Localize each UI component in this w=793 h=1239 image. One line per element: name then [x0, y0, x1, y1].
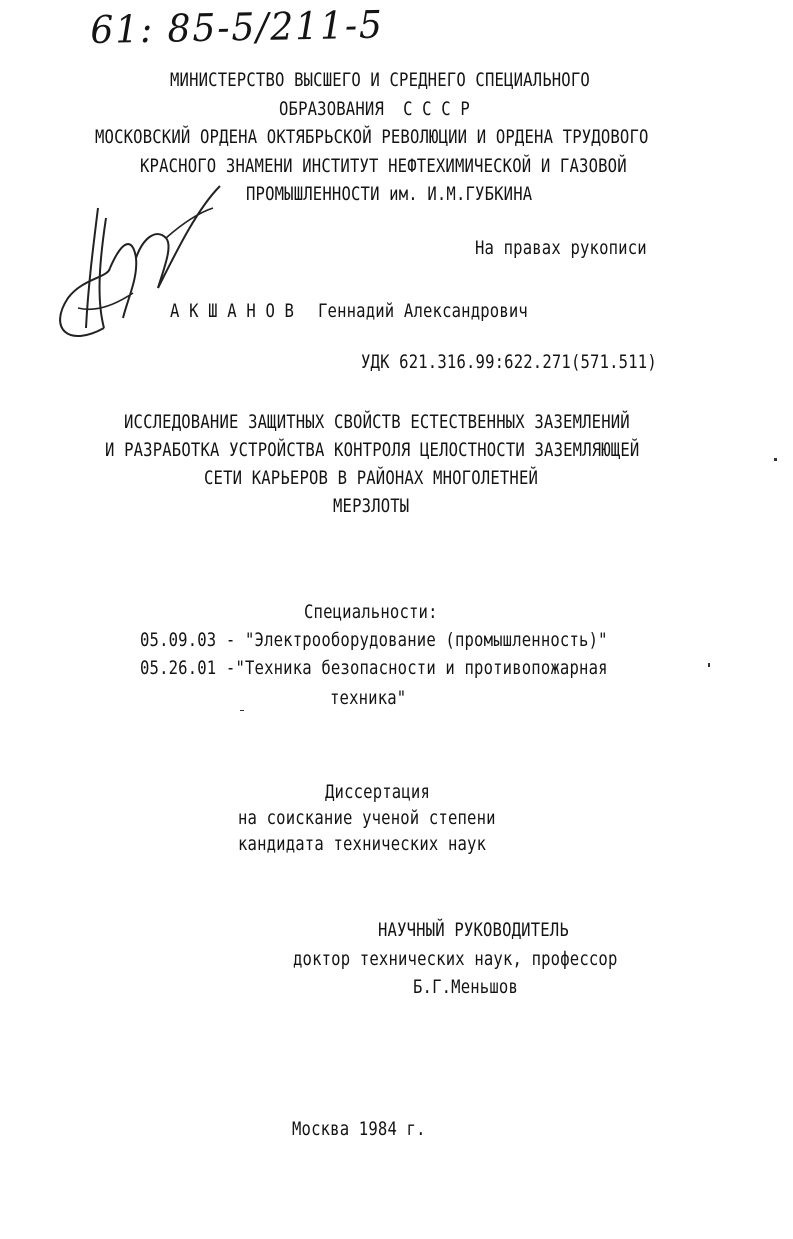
archive-number-handwritten: 61: 85-5/211-5 [90, 2, 385, 52]
specialties-heading: Специальности: [304, 601, 438, 623]
specialty-item-2: 05.26.01 -"Техника безопасности и противопожарная [140, 657, 608, 679]
institute-line-2: КРАСНОГО ЗНАМЕНИ ИНСТИТУТ НЕФТЕХИМИЧЕСКОЙ И ГАЗОВОЙ [140, 155, 627, 177]
supervisor-name: Б.Г.Меньшов [413, 976, 518, 998]
specialty-item-1: 05.09.03 - "Электрооборудование (промышленность)" [140, 629, 608, 651]
dissertation-label: Диссертация [325, 781, 430, 803]
ministry-line-1: МИНИСТЕРСТВО ВЫСШЕГО И СРЕДНЕГО СПЕЦИАЛЬНОГО [170, 69, 590, 91]
author-signature [38, 178, 228, 358]
scan-speck [708, 663, 710, 667]
specialty-item-2-continued: техника" [330, 687, 407, 709]
thesis-title-line-3: СЕТИ КАРЬЕРОВ В РАЙОНАХ МНОГОЛЕТНЕЙ [204, 467, 539, 489]
author-given-names: Геннадий Александрович [318, 300, 528, 322]
degree-line-2: кандидата технических наук [238, 833, 487, 855]
scan-speck [240, 710, 244, 711]
author-surname: А К Ш А Н О В [170, 300, 295, 322]
institute-line-1: МОСКОВСКИЙ ОРДЕНА ОКТЯБРЬСКОЙ РЕВОЛЮЦИИ И ОРДЕНА ТРУДОВОГО [95, 126, 649, 148]
scan-speck [774, 458, 777, 461]
degree-line-1: на соискание ученой степени [238, 807, 496, 829]
manuscript-note: На правах рукописи [475, 237, 647, 259]
institute-line-3: ПРОМЫШЛЕННОСТИ им. И.М.ГУБКИНА [246, 183, 533, 205]
ministry-line-2: ОБРАЗОВАНИЯ С С С Р [279, 98, 470, 120]
udc-code: УДК 621.316.99:622.271(571.511) [361, 351, 657, 373]
supervisor-title: доктор технических наук, профессор [293, 948, 618, 970]
thesis-title-line-4: МЕРЗЛОТЫ [333, 495, 410, 517]
place-and-year: Москва 1984 г. [292, 1118, 426, 1140]
supervisor-heading: НАУЧНЫЙ РУКОВОДИТЕЛЬ [378, 919, 569, 941]
thesis-title-line-1: ИССЛЕДОВАНИЕ ЗАЩИТНЫХ СВОЙСТВ ЕСТЕСТВЕННЫХ ЗАЗЕМЛЕНИЙ [124, 411, 630, 433]
thesis-title-line-2: И РАЗРАБОТКА УСТРОЙСТВА КОНТРОЛЯ ЦЕЛОСТНОСТИ ЗАЗЕМЛЯЮЩЕЙ [105, 439, 640, 461]
